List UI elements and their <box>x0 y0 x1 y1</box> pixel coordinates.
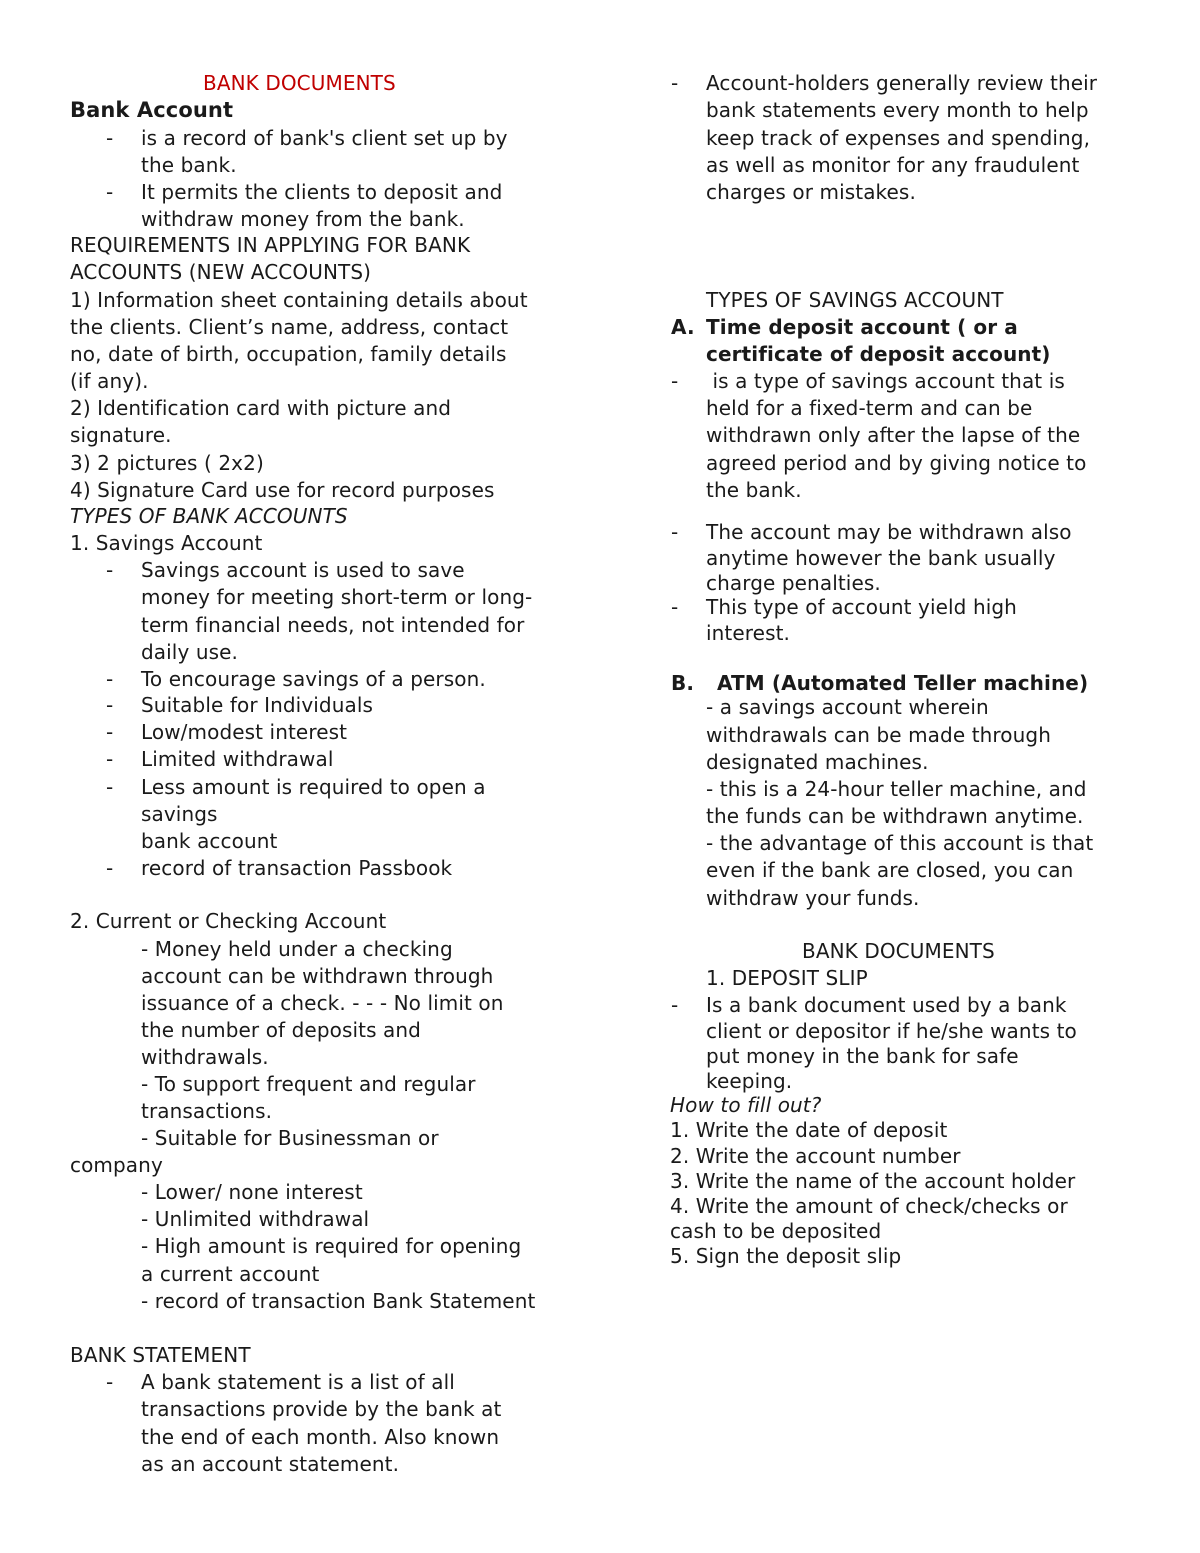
savings-title: 1. Savings Account <box>70 531 263 555</box>
deposit-slip-line: put money in the bank for safe <box>706 1044 1019 1068</box>
time-deposit-line: anytime however the bank usually <box>706 546 1056 570</box>
atm-line: designated machines. <box>706 750 929 774</box>
savings-bullet-line: money for meeting short-term or long- <box>141 585 533 609</box>
deposit-slip-line: Is a bank document used by a bank <box>706 993 1067 1017</box>
bullet-dash: - <box>671 369 679 393</box>
time-deposit-line: charge penalties. <box>706 571 881 595</box>
bullet-dash: - <box>671 71 679 95</box>
time-deposit-line: held for a fixed-term and can be <box>706 396 1033 420</box>
requirement-line: (if any). <box>70 369 149 393</box>
requirement-line: 4) Signature Card use for record purposes <box>70 478 495 502</box>
savings-bullet-line: Low/modest interest <box>141 720 348 744</box>
requirements-heading: REQUIREMENTS IN APPLYING FOR BANK <box>70 233 471 257</box>
deposit-step: 4. Write the amount of check/checks or <box>670 1194 1068 1218</box>
atm-line: withdrawals can be made through <box>706 723 1051 747</box>
current-line: transactions. <box>141 1099 273 1123</box>
time-deposit-line: the bank. <box>706 478 802 502</box>
current-line: - Unlimited withdrawal <box>141 1207 370 1231</box>
deposit-step: 3. Write the name of the account holder <box>670 1169 1076 1193</box>
bullet-dash: - <box>106 856 114 880</box>
statement-line: the end of each month. Also known <box>141 1425 500 1449</box>
bullet-dash: - <box>106 667 114 691</box>
bullet-dash: - <box>671 595 679 619</box>
time-deposit-line: interest. <box>706 621 790 645</box>
bullet-dash: - <box>106 180 114 204</box>
current-line: - To support frequent and regular <box>141 1072 476 1096</box>
bank-account-bullet-line: is a record of bank's client set up by <box>141 126 508 150</box>
current-line: withdrawals. <box>141 1045 269 1069</box>
deposit-step: 2. Write the account number <box>670 1144 961 1168</box>
bullet-dash: - <box>106 720 114 744</box>
atm-line: withdraw your funds. <box>706 886 920 910</box>
bullet-dash: - <box>106 126 114 150</box>
savings-bullet-line: Savings account is used to save <box>141 558 465 582</box>
bullet-dash: - <box>671 993 679 1017</box>
current-line: - Suitable for Businessman or <box>141 1126 439 1150</box>
savings-bullet-line: Limited withdrawal <box>141 747 334 771</box>
statement-cont-line: charges or mistakes. <box>706 180 916 204</box>
requirement-line: signature. <box>70 423 172 447</box>
requirement-line: 2) Identification card with picture and <box>70 396 452 420</box>
atm-line: even if the bank are closed, you can <box>706 858 1074 882</box>
savings-types-heading: TYPES OF SAVINGS ACCOUNT <box>706 288 1004 312</box>
bullet-dash: - <box>106 775 114 799</box>
deposit-step: 1. Write the date of deposit <box>670 1118 948 1142</box>
bullet-dash: - <box>106 747 114 771</box>
atm-title: ATM (Automated Teller machine) <box>717 671 1089 695</box>
statement-cont-line: Account-holders generally review their <box>706 71 1098 95</box>
savings-bullet-line: record of transaction Passbook <box>141 856 453 880</box>
deposit-step: 5. Sign the deposit slip <box>670 1244 902 1268</box>
item-label-a: A. <box>671 315 695 339</box>
savings-bullet-line: Less amount is required to open a <box>141 775 486 799</box>
requirement-line: 1) Information sheet containing details about <box>70 288 528 312</box>
current-line: - High amount is required for opening <box>141 1234 522 1258</box>
bank-account-bullet-line: the bank. <box>141 153 237 177</box>
bullet-dash: - <box>671 520 679 544</box>
requirements-heading: ACCOUNTS (NEW ACCOUNTS) <box>70 260 372 284</box>
current-line: a current account <box>141 1262 320 1286</box>
bank-account-bullet-line: It permits the clients to deposit and <box>141 180 503 204</box>
bank-account-bullet-line: withdraw money from the bank. <box>141 207 465 231</box>
statement-line: transactions provide by the bank at <box>141 1397 502 1421</box>
documents-heading: BANK DOCUMENTS <box>802 939 995 963</box>
deposit-slip-line: client or depositor if he/she wants to <box>706 1019 1077 1043</box>
current-line: the number of deposits and <box>141 1018 421 1042</box>
savings-bullet-line: bank account <box>141 829 278 853</box>
current-line: account can be withdrawn through <box>141 964 494 988</box>
current-line: issuance of a check. - - - No limit on <box>141 991 504 1015</box>
savings-bullet-line: daily use. <box>141 640 239 664</box>
time-deposit-line: agreed period and by giving notice to <box>706 451 1087 475</box>
savings-bullet-line: savings <box>141 802 218 826</box>
bullet-dash: - <box>106 1370 114 1394</box>
time-deposit-title: Time deposit account ( or a <box>706 315 1018 339</box>
atm-line: - this is a 24-hour teller machine, and <box>706 777 1087 801</box>
savings-bullet-line: To encourage savings of a person. <box>141 667 486 691</box>
statement-cont-line: as well as monitor for any fraudulent <box>706 153 1080 177</box>
time-deposit-line: withdrawn only after the lapse of the <box>706 423 1081 447</box>
doc-title: BANK DOCUMENTS <box>203 71 396 95</box>
time-deposit-line: The account may be withdrawn also <box>706 520 1072 544</box>
statement-cont-line: keep track of expenses and spending, <box>706 126 1091 150</box>
requirement-line: 3) 2 pictures ( 2x2) <box>70 451 264 475</box>
atm-line: - a savings account wherein <box>706 695 989 719</box>
current-line: company <box>70 1153 163 1177</box>
bullet-dash: - <box>106 693 114 717</box>
current-line: - Lower/ none interest <box>141 1180 363 1204</box>
deposit-step: cash to be deposited <box>670 1219 882 1243</box>
deposit-slip-title: 1. DEPOSIT SLIP <box>706 966 868 990</box>
atm-line: the funds can be withdrawn anytime. <box>706 804 1084 828</box>
statement-line: as an account statement. <box>141 1452 400 1476</box>
atm-line: - the advantage of this account is that <box>706 831 1094 855</box>
statement-line: A bank statement is a list of all <box>141 1370 455 1394</box>
savings-bullet-line: Suitable for Individuals <box>141 693 374 717</box>
time-deposit-line: This type of account yield high <box>706 595 1017 619</box>
savings-bullet-line: term financial needs, not intended for <box>141 613 525 637</box>
item-label-b: B. <box>671 671 695 695</box>
bank-account-heading: Bank Account <box>70 98 234 122</box>
types-heading: TYPES OF BANK ACCOUNTS <box>70 504 348 528</box>
current-line: - Money held under a checking <box>141 937 453 961</box>
how-to-label: How to fill out? <box>670 1093 822 1117</box>
time-deposit-line: is a type of savings account that is <box>706 369 1065 393</box>
requirement-line: no, date of birth, occupation, family details <box>70 342 507 366</box>
current-line: - record of transaction Bank Statement <box>141 1289 536 1313</box>
statement-heading: BANK STATEMENT <box>70 1343 251 1367</box>
time-deposit-title: certificate of deposit account) <box>706 342 1051 366</box>
current-title: 2. Current or Checking Account <box>70 909 387 933</box>
statement-cont-line: bank statements every month to help <box>706 98 1089 122</box>
deposit-slip-line: keeping. <box>706 1069 793 1093</box>
bullet-dash: - <box>106 558 114 582</box>
requirement-line: the clients. Client’s name, address, contact <box>70 315 509 339</box>
